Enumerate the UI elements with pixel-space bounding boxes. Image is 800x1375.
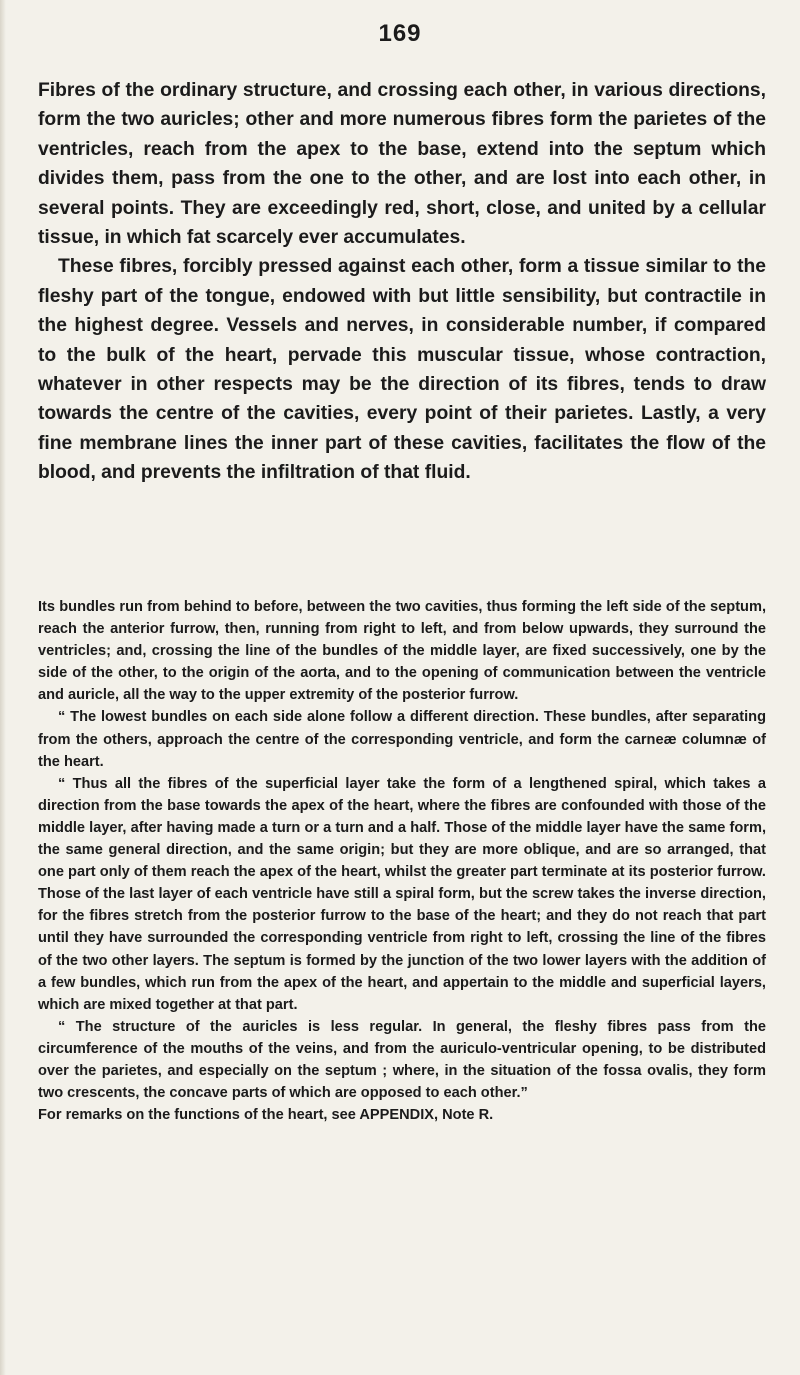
note-paragraph-1: Its bundles run from behind to before, between the two cavities, thus forming the left side of the septum, reach the anterior furrow, then, running from right to left, and from below upwards, they surround the ventricles; and, crossing the line of the bundles of the middle layer, are fixed successively, one by the side of the other, to the origin of the aorta, and to the opening of communication between the ventricle and auricle, all the way to the upper extremity of the posterior furrow. (38, 599, 766, 704)
note-paragraph-4: “ The structure of the auricles is less regular. In general, the fleshy fibres pass from the circumference of the mouths of the veins, and from the auriculo-ventricular opening, to be distributed over the parietes, and especially on the septum ; where, in the situation of the fossa ovalis, they form two crescents, the concave parts of which are opposed to each other.” (38, 1018, 766, 1102)
note-paragraph-3: “ Thus all the fibres of the superficial layer take the form of a lengthened spiral, which takes a direction from the base towards the apex of the heart, where the fibres are confounded with those of the middle layer, after having made a turn or a turn and a half. Those of the middle layer have the same form, the same general direction, and the same origin; but they are more oblique, and are so arranged, that one part only of them reach the apex of the heart, whilst the greater part terminate at its posterior furrow. Those of the last layer of each ventricle have still a spiral form, but the screw takes the inverse direction, for the fibres stretch from the posterior furrow to the base of the heart; and they do not reach that part until they have surrounded the corresponding ventricle from right to left, crossing the line of the fibres of the two other layers. The septum is formed by the junction of the two lower layers with the addition of a few bundles, which run from the apex of the heart, and appertain to the middle and superficial layers, which are mixed together at that part. (38, 775, 766, 1013)
footnotes (38, 596, 766, 1126)
note-paragraph-5: For remarks on the functions of the heart, see APPENDIX, Note R. (38, 1107, 494, 1124)
main-paragraph-2: These fibres, forcibly pressed against each other, form a tissue similar to the fleshy part of the tongue, endowed with but little sensibility, but contractile in the highest degree. Vessels and nerves, in considerable number, if compared to the bulk of the heart, pervade this muscular tissue, whose contraction, whatever in other respects may be the direction of its fibres, tends to draw towards the centre of the cavities, every point of their parietes. Lastly, a very fine membrane lines the inner part of these cavities, facilitates the flow of the blood, and prevents the infiltration of that fluid. (38, 256, 766, 484)
note-paragraph-2: “ The lowest bundles on each side alone follow a different direction. These bundles, after separating from the others, approach the centre of the corresponding ventricle, and form the carneæ columnæ of the heart. (38, 709, 766, 770)
main-paragraph-1: Fibres of the ordinary structure, and crossing each other, in various directions, form the two auricles; other and more numerous fibres form the parietes of the ventricles, reach from the apex to the base, extend into the septum which divides them, pass from the one to the other, and are lost into each other, in several points. They are exceedingly red, short, close, and united by a cellular tissue, in which fat scarcely ever accumulates. (38, 80, 766, 249)
page-number: 169 (378, 20, 422, 47)
scan-edge-shadow (0, 0, 6, 1375)
main-text (38, 76, 766, 488)
